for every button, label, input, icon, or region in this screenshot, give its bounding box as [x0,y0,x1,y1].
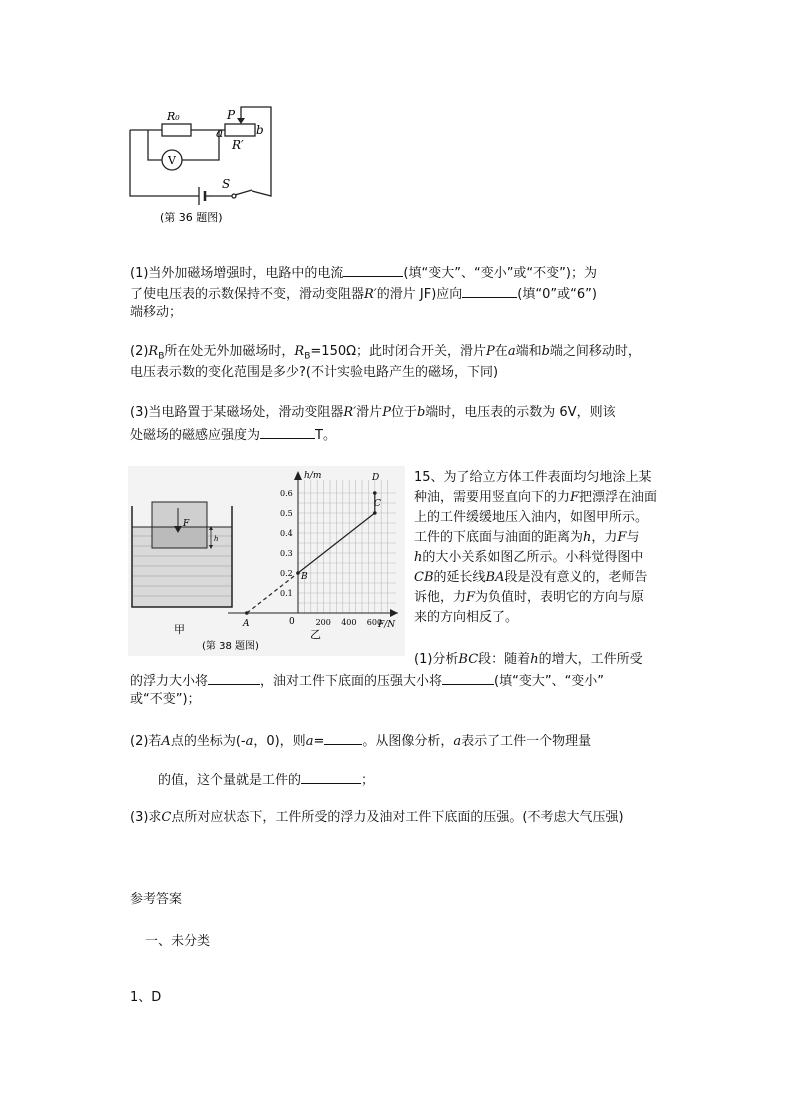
y-axis-label: h/m [304,471,322,481]
answer-blank[interactable] [260,424,315,439]
q36-part1-line2: 了使电压表的示数保持不变，滑动变阻器R′的滑片 JF)应向 (填“0”或“6”) [130,283,597,305]
q36-part1-line1: (1)当外加磁场增强时，电路中的电流 (填“变大”、“变小”或“不变”)；为 [130,262,597,284]
switch-label: S [222,177,231,191]
data-point [245,611,249,615]
y-tick-label: 0.2 [280,569,293,578]
figure-38-caption: (第 38 题图) [202,641,259,652]
force-f-label: F [183,519,190,529]
figure-36-caption: (第 36 题图) [160,211,223,224]
figure-38 [128,466,405,656]
q15-line: CB的延长线BA段是没有意义的，老师告 [414,570,648,585]
point-b-label: b [256,123,264,137]
graph-yi [228,471,398,641]
q36-part1-line3: 端移动； [130,305,183,320]
point-d-graph-label: D [372,473,380,483]
y-tick-label: 0.1 [280,589,293,598]
answer-blank[interactable] [343,262,403,277]
q15-line: 种油，需要用竖直向下的力F把漂浮在油面 [414,490,658,505]
q15-sub2-line2: 的值，这个量就是工件的 ； [158,769,374,791]
origin-label: 0 [289,617,295,627]
slider-p-label: P [227,108,236,122]
q15-line: 来的方向相反了。 [414,610,519,625]
answer-blank[interactable] [462,283,517,298]
q15-line: 15、为了给立方体工件表面均匀地涂上某 [414,470,652,485]
tank-diagram [132,502,259,652]
r0-label: R₀ [167,110,180,123]
q15-line: 上的工件缓缓地压入油内，如图甲所示。 [414,510,649,525]
y-tick-label: 0.6 [280,489,293,498]
answers-heading: 参考答案 [130,892,183,907]
x-tick-label: 400 [341,618,357,627]
q15-intro [414,468,657,628]
jia-label: 甲 [174,623,185,636]
circuit-figure-36 [125,103,280,228]
yi-label: 乙 [310,628,321,641]
x-axis-label: F/N [378,620,396,630]
q15-sub3: (3)求C点所对应状态下，工件所受的浮力及油对工件下底面的压强。(不考虑大气压强) [130,810,624,825]
q36-part3-line1: (3)当电路置于某磁场处，滑动变阻器R′滑片P位于b端时，电压表的示数为 6V，则该 [130,405,616,420]
q15-sub1-line3: 或“不变”)； [130,692,201,707]
answer-blank[interactable] [442,670,494,685]
point-c-graph-label: C [374,499,381,509]
q15-sub2-line1: (2)若A点的坐标为(-a，0)，则a= 。从图像分析，a表示了工件一个物理量 [130,730,591,752]
point-a-graph-label: A [243,619,250,629]
y-tick-label: 0.4 [280,529,293,538]
q15-sub1-line1: (1)分析BC段：随着h的增大，工件所受 [414,652,643,667]
x-tick-label: 200 [315,618,331,627]
q15-sub1-line2: 的浮力大小将 ，油对工件下底面的压强大小将 (填“变大”、“变小” [130,670,604,692]
q36-part2-line1: $(2)R_B$所在处无外加磁场时，$R_B=150\Omega$；此时闭合开关，滑片P在a端和b端之间移动时， [130,344,641,362]
data-point [373,491,377,495]
voltmeter-label: V [168,154,176,167]
answer-blank[interactable] [301,769,361,784]
y-tick-label: 0.5 [280,509,293,518]
y-tick-label: 0.3 [280,549,293,558]
q15-line: h的大小关系如图乙所示。小科觉得图中 [414,550,644,565]
point-b-graph-label: B [301,572,308,582]
answer-item-1: 1、D [130,990,162,1005]
x-tick-label: 600 [366,618,383,627]
rheostat-label: R′ [232,138,244,152]
answer-blank[interactable] [208,670,260,685]
q36-part3-line2: 处磁场的磁感应强度为 T。 [130,424,336,446]
data-point [296,571,300,575]
answers-section: 一、未分类 [145,934,211,949]
q15-line: 工件的下底面与油面的距离为h，力F与 [414,530,640,545]
h-mark-label: h [214,535,219,543]
q36-part2-line2: 电压表示数的变化范围是多少?(不计实验电路产生的磁场，下同) [130,365,499,380]
q15-line: 诉他，力F为负值时，表明它的方向与原 [414,590,645,605]
point-a-label: a [216,126,224,140]
answer-blank[interactable] [324,730,362,745]
data-point [373,511,377,515]
